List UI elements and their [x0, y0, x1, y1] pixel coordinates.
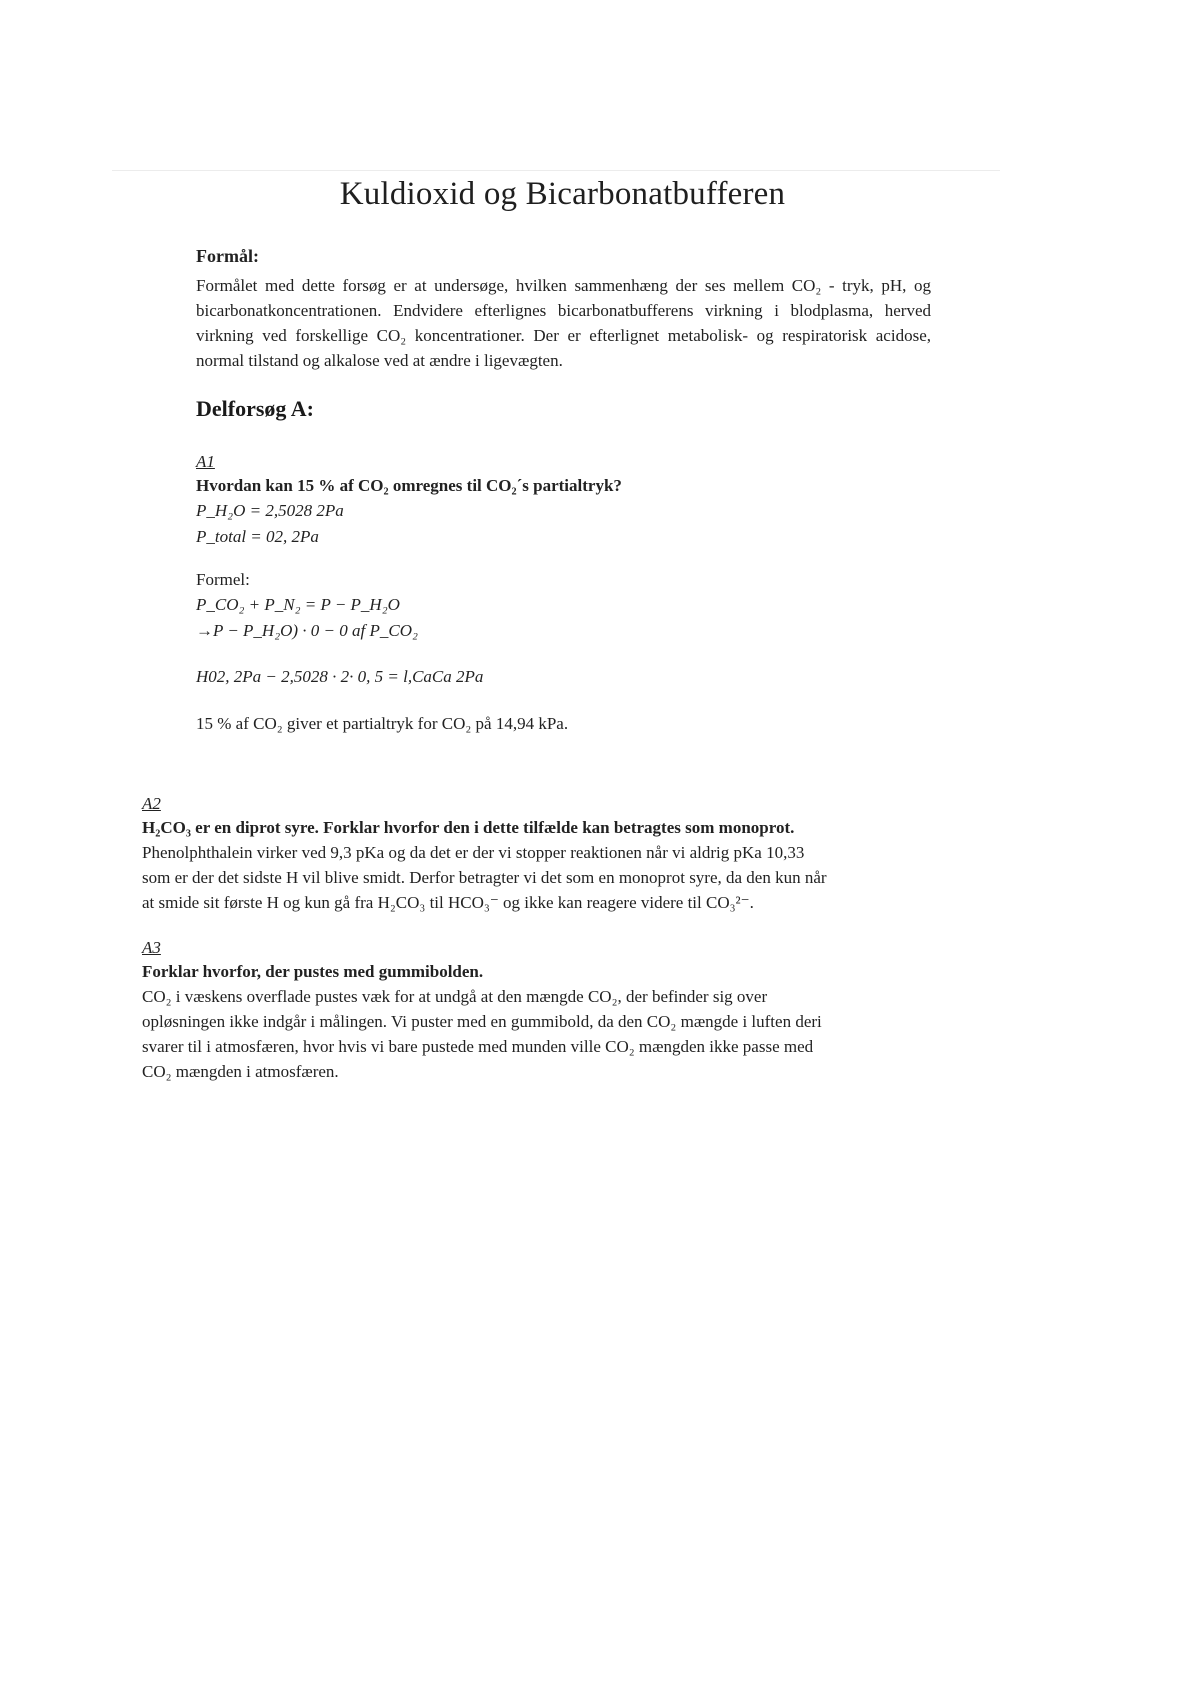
- a2-section: [142, 792, 882, 915]
- a1-result: 15 % af CO₂ giver et partialtryk for CO₂ på 14,94 kPa.: [196, 714, 569, 733]
- a3-label: A3: [142, 938, 161, 957]
- a1-given-1: P_H₂O = 2,5028 2Pa: [196, 501, 344, 520]
- a2-question: H₂CO₃ er en diprot syre. Forklar hvorfor den i dette tilfælde kan betragtes som monoprot.: [142, 818, 795, 837]
- a2-text-line: Phenolphthalein virker ved 9,3 pKa og da det er der vi stopper reaktionen når vi aldrig pKa 10,33: [142, 843, 805, 862]
- page-top-rule: [112, 170, 1000, 171]
- a1-formula-1: P_CO₂ + P_N₂ = P − P_H₂O: [196, 595, 400, 614]
- purpose-section: [196, 244, 931, 373]
- section-a-heading: Delforsøg A:: [196, 396, 314, 421]
- a1-given-2: P_total = 02, 2Pa: [196, 527, 319, 546]
- purpose-heading: Formål:: [196, 246, 259, 266]
- document-title: Kuldioxid og Bicarbonatbufferen: [339, 176, 786, 212]
- a2-text-line: som er der det sidste H vil blive smidt. Derfor betragter vi det som en monoprot syre, da den kun når: [142, 868, 827, 887]
- a1-section: [196, 450, 916, 736]
- a2-label: A2: [142, 794, 161, 813]
- a3-text-line: CO₂ mængden i atmosfæren.: [142, 1062, 339, 1081]
- a2-text-line: at smide sit første H og kun gå fra H₂CO₃ til HCO₃⁻ og ikke kan reagere videre til CO₃²⁻.: [142, 893, 754, 912]
- a1-question: Hvordan kan 15 % af CO₂ omregnes til CO₂´s partialtryk?: [196, 476, 622, 495]
- purpose-text: Formålet med dette forsøg er at undersøge, hvilken sammenhæng der ses mellem CO₂ - tryk, pH, og bicarbonatkoncentrationen. Endvidere efterlignes bicarbonatbufferens virkning i blodplasma, herved virkning ved forskellige CO₂ koncentrationer. Der er efterlignet metabolisk- og respiratorisk acidose, normal tilstand og alkalose ved at ændre i ligevægten.: [196, 276, 931, 370]
- a3-text-line: CO₂ i væskens overflade pustes væk for at undgå at den mængde CO₂, der befinder sig over: [142, 987, 768, 1006]
- a3-section: [142, 936, 882, 1084]
- a3-question: Forklar hvorfor, der pustes med gummibolden.: [142, 962, 484, 981]
- a1-calculation: H02, 2Pa − 2,5028 · 2· 0, 5 = l,CaCa 2Pa: [196, 667, 484, 686]
- a1-label: A1: [196, 452, 215, 471]
- a3-text-line: svarer til i atmosfæren, hvor hvis vi bare pustede med munden ville CO₂ mængden ikke passe med: [142, 1037, 814, 1056]
- a1-formula-label: Formel:: [196, 570, 250, 589]
- a3-text-line: opløsningen ikke indgår i målingen. Vi puster med en gummibold, da den CO₂ mængde i luften deri: [142, 1012, 822, 1031]
- a1-formula-2: →P − P_H₂O) · 0 − 0 af P_CO₂: [196, 621, 418, 640]
